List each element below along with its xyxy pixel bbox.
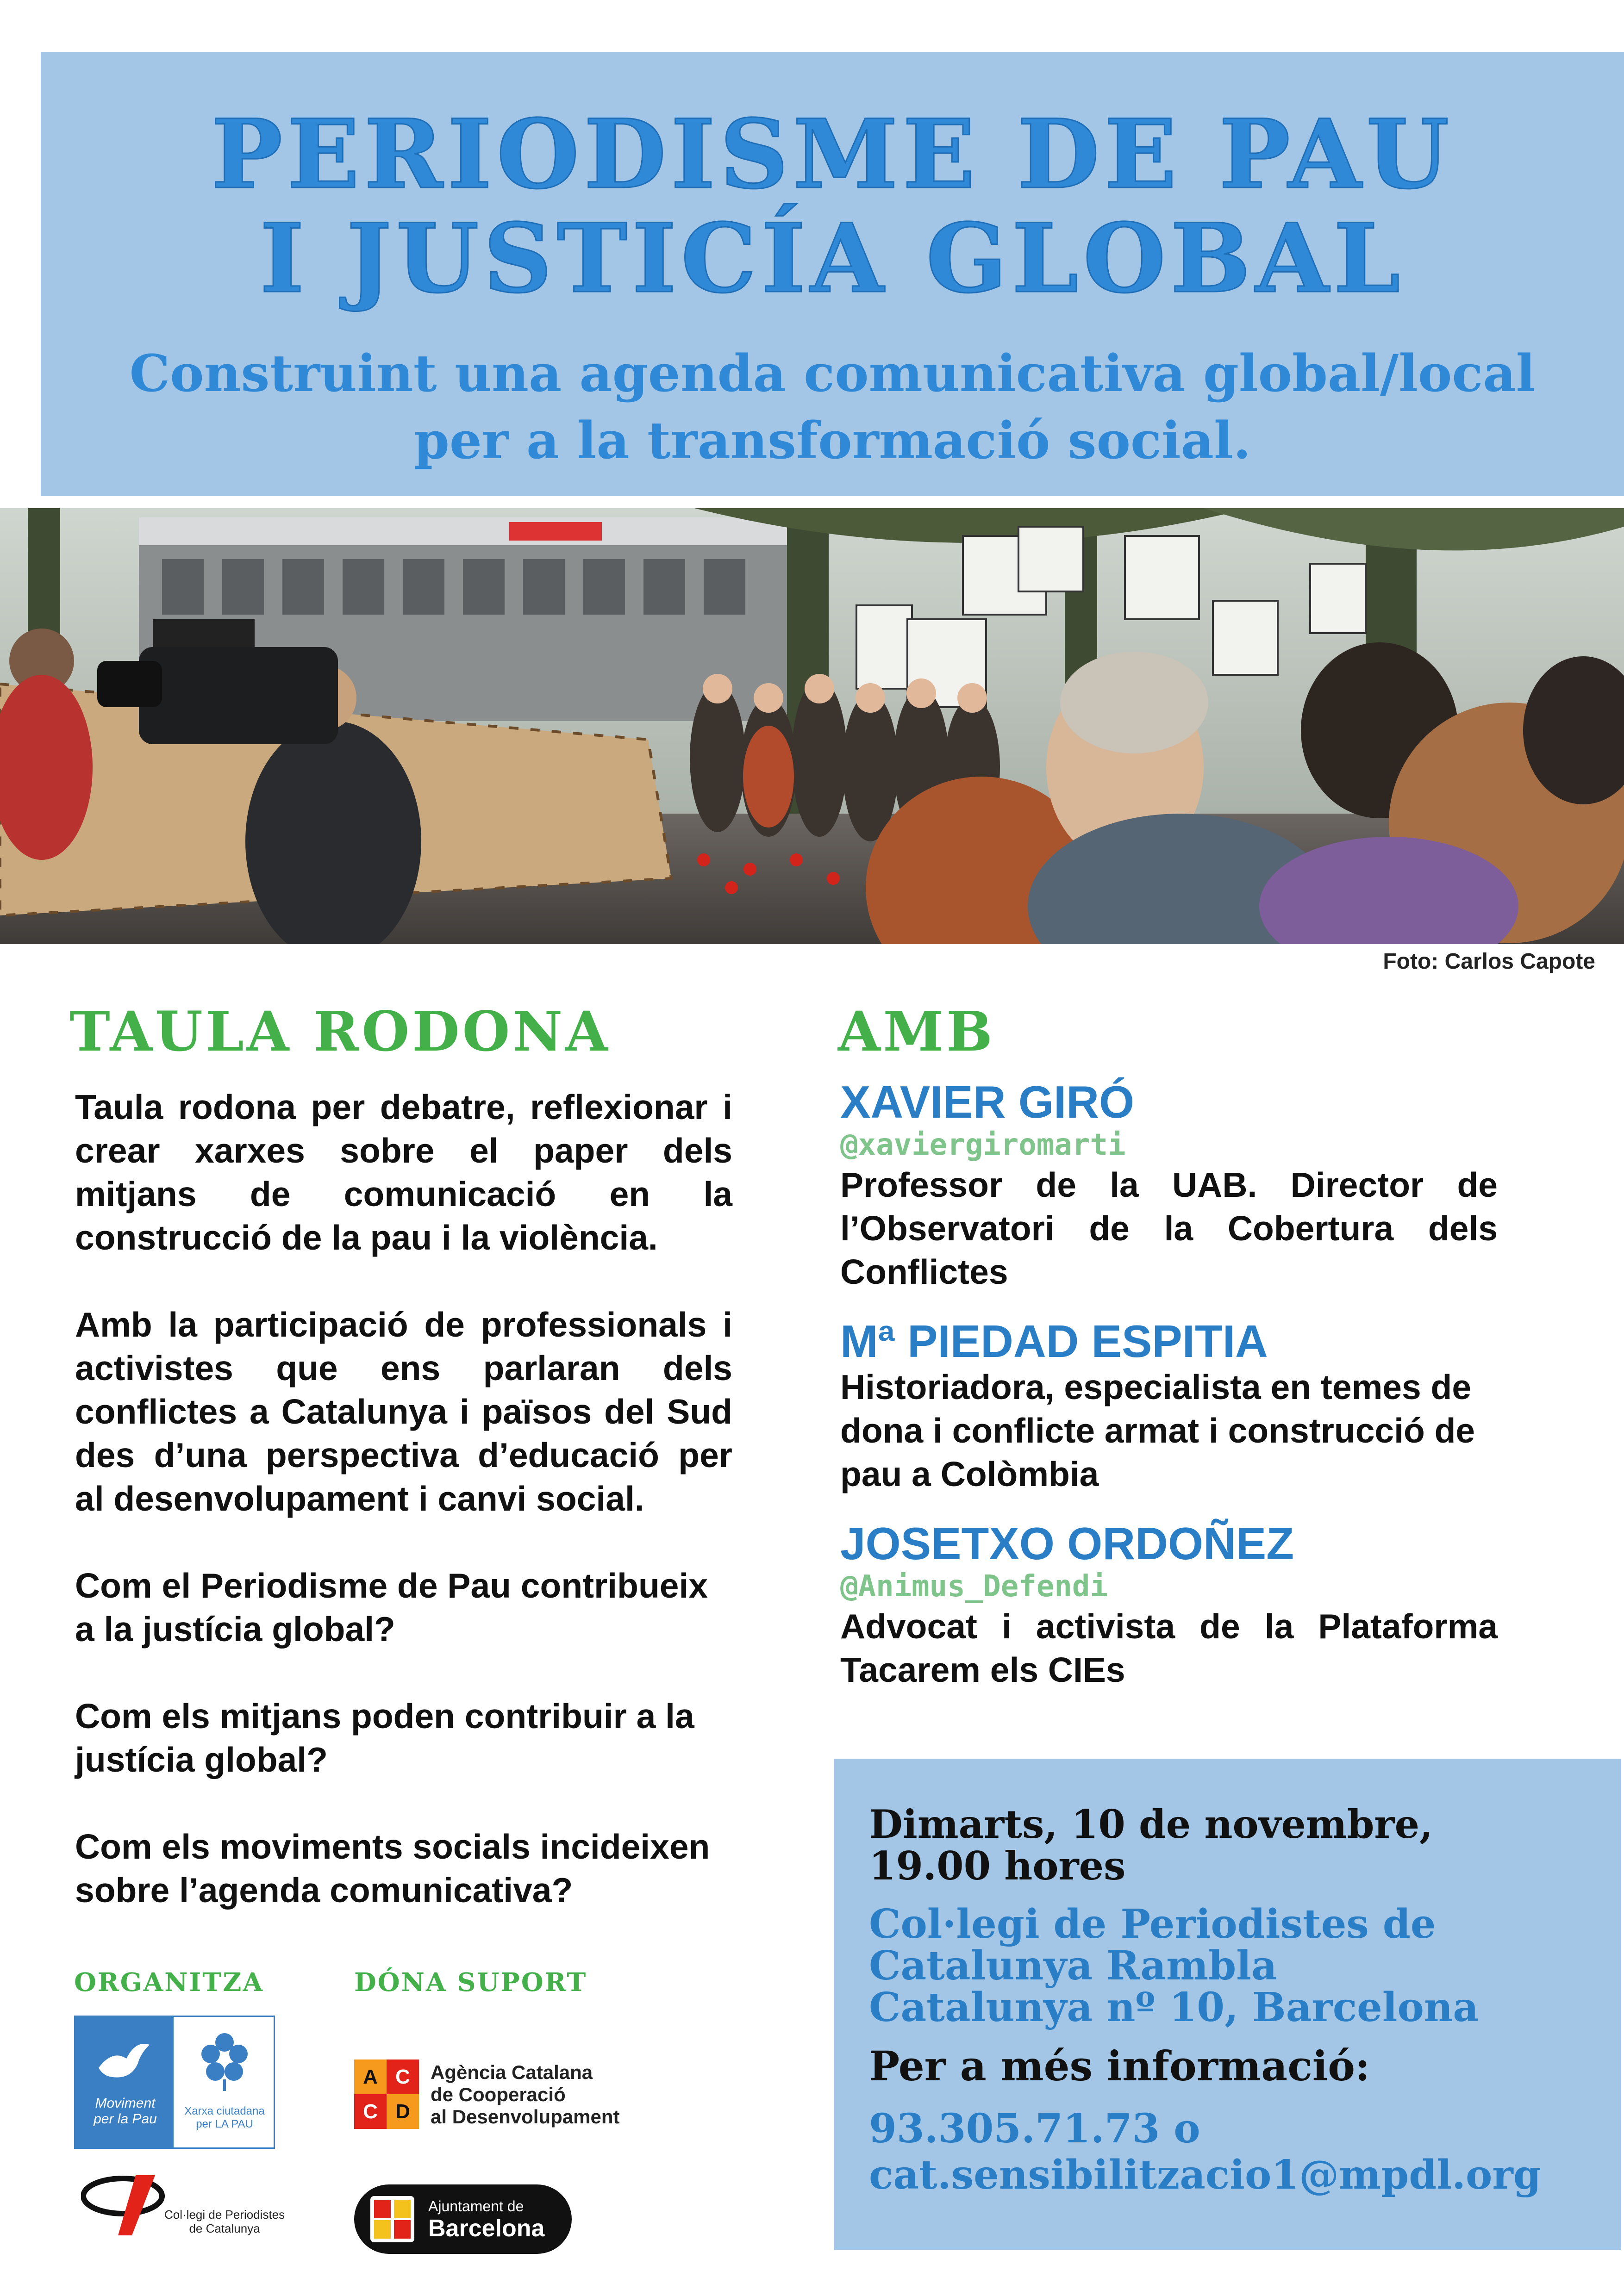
mpdl-logo [74, 2016, 275, 2149]
accd-name: de Cooperació [431, 2084, 566, 2105]
photo-credit: Foto: Carlos Capote [1383, 949, 1595, 974]
event-place-line: Catalunya nº 10, Barcelona [869, 1984, 1479, 2031]
ajuntament-name: Barcelona [428, 2215, 545, 2242]
contact-email[interactable]: cat.sensibilitzacio1@mpdl.org [869, 2152, 1541, 2198]
xarxa-name: Xarxa ciutadana [184, 2105, 265, 2117]
more-info-label: Per a més informació: [869, 2042, 1370, 2090]
speaker-name: XAVIER GIRÓ [840, 1076, 1135, 1127]
flower-icon [199, 2031, 250, 2091]
mpdl-name: per la Pau [94, 2111, 157, 2127]
event-place-line: Col·legi de Periodistes de [869, 1901, 1436, 1948]
title-line-2: I JUSTICÍA GLOBAL [260, 203, 1405, 314]
contact-phone: 93.305.71.73 o [869, 2105, 1200, 2152]
collegi-name: Col·legi de Periodistes [164, 2208, 285, 2221]
speaker-block [840, 1318, 1498, 1496]
accd-letter: C [354, 2094, 387, 2129]
taula-question: Com els moviments socials incideixen sobre l’agenda comunicativa? [75, 1827, 710, 1910]
speaker-handle: @Animus_Defendi [840, 1569, 1108, 1604]
taula-paragraph: Taula rodona per debatre, reflexionar i crear xarxes sobre el paper dels mitjans de comunicació en la construcció de la pau i la violència. [75, 1088, 732, 1257]
protest-photo [0, 508, 1624, 944]
organitza-label: ORGANITZA [74, 1967, 264, 1997]
collegi-emblem-icon [81, 2171, 174, 2240]
accd-logo [354, 2060, 678, 2134]
speaker-block [840, 1078, 1498, 1294]
subtitle-line-2: per a la transformació social. [413, 411, 1251, 470]
accd-mark [354, 2060, 419, 2129]
accd-name: al Desenvolupament [431, 2106, 620, 2128]
taula-question: Com els mitjans poden contribuir a la justícia global? [75, 1697, 694, 1779]
dove-icon [94, 2035, 154, 2086]
accd-letter: C [387, 2060, 419, 2094]
accd-name: Agència Catalana [431, 2061, 593, 2083]
taula-rodona-heading: TAULA RODONA [69, 999, 611, 1064]
xarxa-name: per LA PAU [196, 2118, 253, 2130]
speaker-description: Historiadora, especialista en temes de dona i conflicte armat i construcció de pau a Colòmbia [840, 1368, 1475, 1494]
ajuntament-name: Ajuntament de [428, 2198, 524, 2215]
collegi-periodistes-logo [81, 2171, 322, 2240]
xarxa-panel [174, 2017, 274, 2147]
taula-paragraph: Amb la participació de professionals i activistes que ens parlaran dels conflictes a Catalunya i països del Sud des d’una perspectiva d’educació per al desenvolupament i canvi social. [75, 1305, 732, 1518]
ajuntament-logo [354, 2184, 572, 2254]
event-date: Dimarts, 10 de novembre, [869, 1801, 1433, 1847]
title-line-1: PERIODISME DE PAU [211, 99, 1454, 210]
mpdl-panel [75, 2017, 174, 2147]
event-info-box [834, 1759, 1621, 2250]
speaker-handle: @xaviergiromarti [840, 1127, 1126, 1162]
taula-question: Com el Periodisme de Pau contribueix a la justícia global? [75, 1566, 708, 1649]
speaker-description: Advocat i activista de la Plataforma Tacarem els CIEs [840, 1607, 1498, 1690]
accd-letter: A [354, 2060, 387, 2094]
dona-suport-label: DÓNA SUPORT [354, 1967, 587, 1997]
speaker-block [840, 1520, 1498, 1692]
mpdl-name: Moviment [95, 2096, 156, 2111]
speaker-name: JOSETXO ORDOÑEZ [840, 1518, 1294, 1569]
barcelona-shield-icon [370, 2196, 414, 2242]
collegi-name: de Catalunya [189, 2221, 260, 2235]
accd-letter: D [387, 2094, 419, 2129]
taula-description [75, 1085, 732, 1955]
subtitle-line-1: Construint una agenda comunicativa global/local [129, 343, 1536, 403]
header-banner [41, 52, 1624, 496]
speaker-name: Mª PIEDAD ESPITIA [840, 1316, 1268, 1367]
event-time: 19.00 hores [869, 1843, 1126, 1889]
speaker-description: Professor de la UAB. Director de l’Observatori de la Cobertura dels Conflictes [840, 1165, 1498, 1292]
speakers-list [840, 1078, 1498, 1692]
amb-heading: AMB [838, 999, 995, 1064]
event-place-line: Catalunya Rambla [869, 1942, 1277, 1989]
